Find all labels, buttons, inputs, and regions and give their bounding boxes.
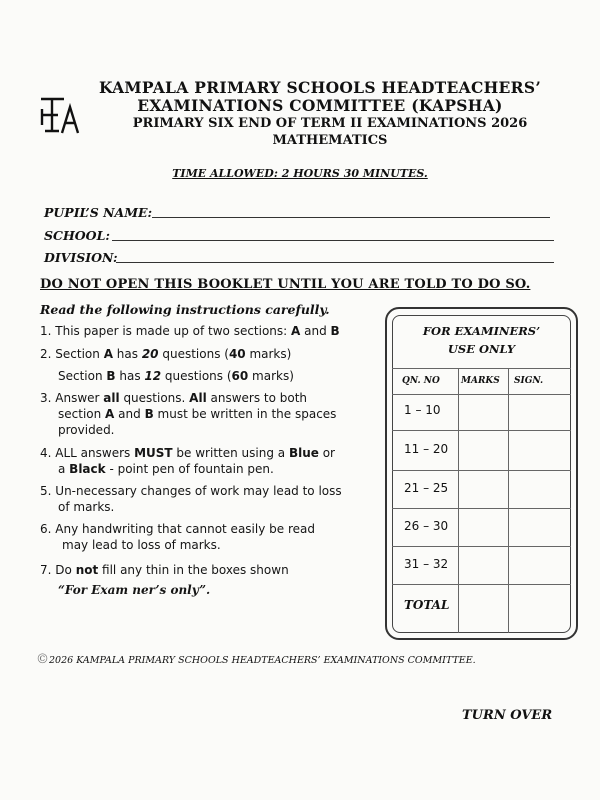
org-name-line2: EXAMINATIONS COMMITTEE (KAPSHA) [137,96,503,115]
time-allowed: TIME ALLOWED: 2 HOURS 30 MINUTES. [172,167,428,180]
grid-hline [392,508,571,509]
school-field[interactable] [112,240,554,241]
col-header-qn: QN. NO [402,376,440,386]
grid-hline [392,368,571,369]
instruction-1: 1. This paper is made up of two sections: A and B [40,324,340,338]
division-field[interactable] [116,262,554,263]
instruction-6: 6. Any handwriting that cannot easily be read may lead to loss of marks. [40,522,315,552]
examiners-title-line1: FOR EXAMINERS’ [422,324,541,338]
subject-title: MATHEMATICS [272,133,388,148]
exam-title: PRIMARY SIX END OF TERM II EXAMINATIONS 2026 [132,116,528,131]
instruction-7: 7. Do not fill any thin in the boxes shown “For Exam ner’s only”. [40,563,289,597]
qn-range-row: 26 – 30 [404,519,449,533]
qn-range-row: 31 – 32 [404,557,449,571]
grid-vline [508,368,509,633]
instruction-5: 5. Un-necessary changes of work may lead to loss of marks. [40,484,342,514]
turn-over-label: TURN OVER [462,708,553,723]
school-label: SCHOOL: [44,228,110,243]
qn-range-row: 21 – 25 [404,481,449,495]
grid-hline [392,584,571,585]
qn-range-row: 11 – 20 [404,442,449,456]
col-header-sign: SIGN. [514,376,544,386]
do-not-open-warning: DO NOT OPEN THIS BOOKLET UNTIL YOU ARE TOLD TO DO SO. [40,277,531,292]
qn-range-row: 1 – 10 [404,403,441,417]
grid-hline [392,546,571,547]
instruction-2b: Section B has 12 questions (60 marks) [58,369,294,383]
col-header-marks: MARKS [461,376,500,386]
grid-vline [458,368,459,633]
read-instructions-heading: Read the following instructions carefully. [40,302,330,317]
pupil-name-field[interactable] [152,217,550,218]
examiners-box [392,315,571,633]
total-label: TOTAL [404,598,450,612]
grid-hline [392,470,571,471]
grid-hline [392,430,571,431]
instruction-2: 2. Section A has 20 questions (40 marks) [40,347,292,361]
instruction-4: 4. ALL answers MUST be written using a Blue or a Black - point pen of fountain pen. [40,446,335,476]
copyright-icon: © [36,652,49,667]
org-name-line1: KAMPALA PRIMARY SCHOOLS HEADTEACHERS’ [98,78,542,97]
grid-hline [392,394,571,395]
pupil-name-label: PUPIL’S NAME: [44,205,153,220]
division-label: DIVISION: [44,250,118,265]
instruction-3: 3. Answer all questions. All answers to both section A and B must be written in the spaces provided. [40,391,337,437]
examiners-title-line2: USE ONLY [447,342,516,356]
copyright-footer: ©2026 KAMPALA PRIMARY SCHOOLS HEADTEACHERS’ EXAMINATIONS COMMITTEE. [36,652,476,667]
